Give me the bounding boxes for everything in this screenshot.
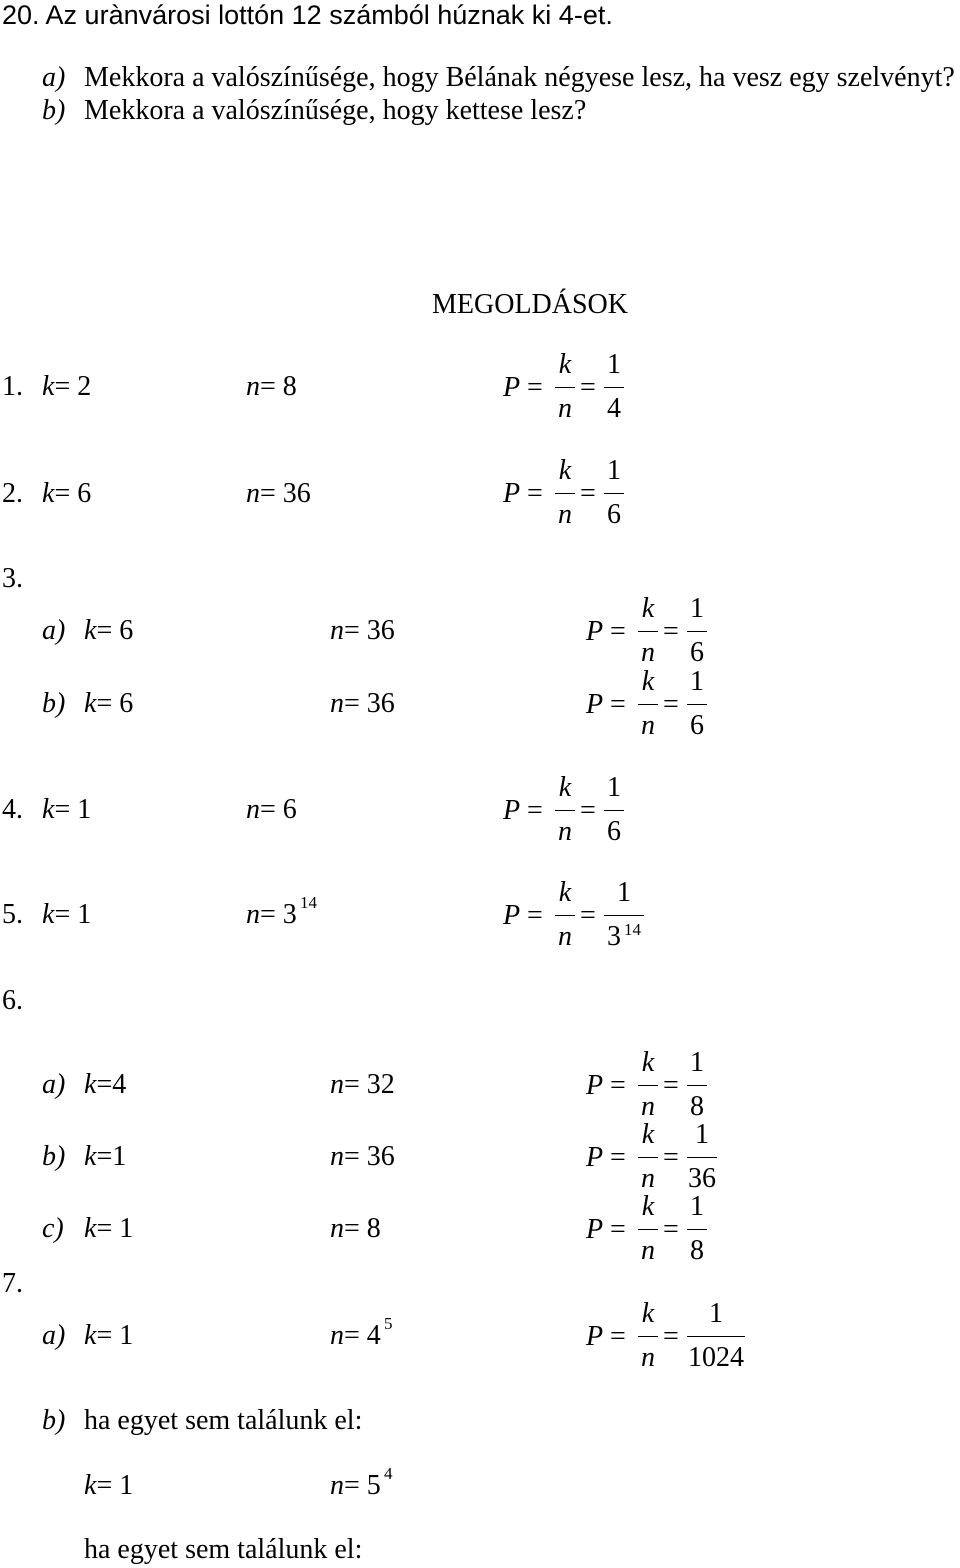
item-2-label: 2.: [2, 478, 23, 509]
item-3b-formula-denominator: 6: [690, 710, 704, 741]
item-7a-letter: a): [42, 1320, 66, 1351]
item-1-formula-fraction-bar: [604, 387, 624, 388]
item-4-formula-n-denominator: n: [558, 816, 572, 847]
item-7a-formula-fraction-bar: [687, 1336, 745, 1337]
item-6a-formula-equals-1: =: [610, 1070, 626, 1101]
item-4-formula-k-numerator: k: [558, 772, 572, 803]
item-6a-formula-fraction-bar: [687, 1085, 707, 1086]
item-6c-formula-k-numerator: k: [641, 1191, 655, 1222]
part-a-letter: a): [42, 62, 66, 93]
solutions-heading: MEGOLDÁSOK: [432, 289, 628, 320]
item-6b-formula-p-symbol: P: [586, 1142, 604, 1173]
item-3a-n-value: n= 36: [330, 615, 395, 646]
item-6c-formula-k-fraction-bar: [638, 1229, 658, 1230]
item-6a-formula-equals-2: =: [663, 1070, 679, 1101]
item-5-k-value: k= 1: [42, 899, 92, 930]
item-2-formula-numerator: 1: [607, 455, 621, 486]
item-6b-letter: b): [42, 1141, 66, 1172]
item-4-formula-k-fraction-bar: [555, 810, 575, 811]
item-3b-formula-equals-1: =: [610, 689, 626, 720]
item-6b-n-value: n= 36: [330, 1141, 395, 1172]
item-2-n-value: n= 36: [246, 478, 311, 509]
item-1-formula-p-symbol: P: [503, 372, 521, 403]
item-3b-formula-fraction-bar: [687, 704, 707, 705]
problem-title: 20. Az urànvárosi lottón 12 számból húznak ki 4-et.: [2, 0, 613, 30]
item-6a-formula-numerator: 1: [690, 1047, 704, 1078]
item-3a-formula-fraction-bar: [687, 631, 707, 632]
item-6b-formula-denominator: 36: [688, 1163, 716, 1194]
item-4-formula-numerator: 1: [607, 772, 621, 803]
item-3a-formula-k-numerator: k: [641, 593, 655, 624]
item-6a-k-value: k=4: [84, 1069, 127, 1100]
item-6b-formula-equals-1: =: [610, 1142, 626, 1173]
item-6b-formula-k-numerator: k: [641, 1119, 655, 1150]
item-7a-formula-n-denominator: n: [641, 1342, 655, 1373]
item-3b-formula-equals-2: =: [663, 689, 679, 720]
item-6c-formula-p-symbol: P: [586, 1214, 604, 1245]
item-3b-formula-numerator: 1: [690, 666, 704, 697]
item-5-formula-equals-1: =: [527, 900, 543, 931]
item-7a-n-exponent: 5: [384, 1314, 393, 1333]
item-3b-formula-n-denominator: n: [641, 710, 655, 741]
item-5-formula-denominator: 3: [607, 921, 621, 952]
item-6c-formula-equals-2: =: [663, 1214, 679, 1245]
item-7b-text: ha egyet sem találunk el:: [84, 1405, 363, 1436]
part-a-question: Mekkora a valószínűsége, hogy Bélának négyese lesz, ha vesz egy szelvényt?: [84, 62, 955, 93]
item-7a-formula-p-symbol: P: [586, 1321, 604, 1352]
item-2-formula-p-symbol: P: [503, 478, 521, 509]
item-3a-letter: a): [42, 615, 66, 646]
item-6b-formula-equals-2: =: [663, 1142, 679, 1173]
item-4-k-value: k= 1: [42, 794, 92, 825]
item-6-label: 6.: [2, 985, 23, 1016]
item-5-label: 5.: [2, 899, 23, 930]
item-4-formula-fraction-bar: [604, 810, 624, 811]
item-7c-text: ha egyet sem találunk el:: [84, 1534, 363, 1565]
item-5-formula-p-symbol: P: [503, 900, 521, 931]
item-7b-n-exponent: 4: [384, 1464, 393, 1483]
item-1-label: 1.: [2, 371, 23, 402]
item-6c-formula-denominator: 8: [690, 1235, 704, 1266]
item-6b-formula-fraction-bar: [687, 1157, 717, 1158]
item-1-n-value: n= 8: [246, 371, 297, 402]
item-6a-formula-p-symbol: P: [586, 1070, 604, 1101]
item-3a-formula-p-symbol: P: [586, 616, 604, 647]
item-3a-formula-numerator: 1: [690, 593, 704, 624]
item-2-formula-equals-1: =: [527, 478, 543, 509]
item-3b-k-value: k= 6: [84, 688, 134, 719]
item-1-formula-k-numerator: k: [558, 349, 572, 380]
item-5-formula-n-denominator: n: [558, 921, 572, 952]
item-4-label: 4.: [2, 794, 23, 825]
item-3b-formula-k-numerator: k: [641, 666, 655, 697]
item-1-formula-equals-1: =: [527, 372, 543, 403]
item-6b-formula-k-fraction-bar: [638, 1157, 658, 1158]
item-6b-formula-numerator: 1: [695, 1119, 709, 1150]
item-3b-letter: b): [42, 688, 66, 719]
item-6c-formula-n-denominator: n: [641, 1235, 655, 1266]
item-5-formula-k-numerator: k: [558, 877, 572, 908]
item-2-formula-n-denominator: n: [558, 499, 572, 530]
item-1-formula-numerator: 1: [607, 349, 621, 380]
item-5-formula-numerator: 1: [617, 877, 631, 908]
item-5-formula-equals-2: =: [580, 900, 596, 931]
part-b-letter: b): [42, 95, 66, 126]
item-7b-k-value: k= 1: [84, 1470, 134, 1501]
item-7a-n-value: n= 4: [330, 1320, 381, 1351]
item-2-formula-k-fraction-bar: [555, 493, 575, 494]
item-3a-formula-equals-2: =: [663, 616, 679, 647]
item-6a-formula-denominator: 8: [690, 1091, 704, 1122]
item-5-formula-k-fraction-bar: [555, 915, 575, 916]
item-7a-formula-numerator: 1: [709, 1298, 723, 1329]
item-3b-formula-k-fraction-bar: [638, 704, 658, 705]
item-1-formula-k-fraction-bar: [555, 387, 575, 388]
item-6b-formula-n-denominator: n: [641, 1163, 655, 1194]
item-2-formula-k-numerator: k: [558, 455, 572, 486]
item-6a-formula-n-denominator: n: [641, 1091, 655, 1122]
item-6a-letter: a): [42, 1069, 66, 1100]
item-3b-n-value: n= 36: [330, 688, 395, 719]
item-6c-letter: c): [42, 1213, 64, 1244]
item-1-formula-denominator: 4: [607, 393, 621, 424]
item-5-n-value: n= 3: [246, 899, 297, 930]
item-7a-formula-k-fraction-bar: [638, 1336, 658, 1337]
item-6a-formula-k-fraction-bar: [638, 1085, 658, 1086]
item-5-formula-denominator-exponent: 14: [624, 920, 641, 939]
item-3b-formula-p-symbol: P: [586, 689, 604, 720]
item-4-formula-denominator: 6: [607, 816, 621, 847]
item-3a-formula-denominator: 6: [690, 637, 704, 668]
item-1-k-value: k= 2: [42, 371, 92, 402]
item-4-formula-equals-1: =: [527, 795, 543, 826]
item-4-n-value: n= 6: [246, 794, 297, 825]
item-7a-formula-equals-2: =: [663, 1321, 679, 1352]
item-4-formula-p-symbol: P: [503, 795, 521, 826]
item-7-label: 7.: [2, 1268, 23, 1299]
item-3a-k-value: k= 6: [84, 615, 134, 646]
item-1-formula-equals-2: =: [580, 372, 596, 403]
item-6c-k-value: k= 1: [84, 1213, 134, 1244]
item-3a-formula-k-fraction-bar: [638, 631, 658, 632]
item-3a-formula-equals-1: =: [610, 616, 626, 647]
item-7a-formula-k-numerator: k: [641, 1298, 655, 1329]
item-2-formula-equals-2: =: [580, 478, 596, 509]
item-6c-formula-numerator: 1: [690, 1191, 704, 1222]
item-2-formula-denominator: 6: [607, 499, 621, 530]
item-2-formula-fraction-bar: [604, 493, 624, 494]
item-5-n-exponent: 14: [300, 893, 317, 912]
item-7a-formula-equals-1: =: [610, 1321, 626, 1352]
item-2-k-value: k= 6: [42, 478, 92, 509]
item-5-formula-fraction-bar: [604, 915, 644, 916]
item-3a-formula-n-denominator: n: [641, 637, 655, 668]
item-7a-k-value: k= 1: [84, 1320, 134, 1351]
item-7b-letter: b): [42, 1405, 66, 1436]
item-6a-n-value: n= 32: [330, 1069, 395, 1100]
item-7b-n-value: n= 5: [330, 1470, 381, 1501]
part-b-question: Mekkora a valószínűsége, hogy kettese lesz?: [84, 95, 587, 126]
item-6b-k-value: k=1: [84, 1141, 127, 1172]
item-4-formula-equals-2: =: [580, 795, 596, 826]
item-6c-n-value: n= 8: [330, 1213, 381, 1244]
item-3-label: 3.: [2, 563, 23, 594]
item-1-formula-n-denominator: n: [558, 393, 572, 424]
item-6c-formula-fraction-bar: [687, 1229, 707, 1230]
item-6a-formula-k-numerator: k: [641, 1047, 655, 1078]
item-6c-formula-equals-1: =: [610, 1214, 626, 1245]
item-7a-formula-denominator: 1024: [688, 1342, 744, 1373]
